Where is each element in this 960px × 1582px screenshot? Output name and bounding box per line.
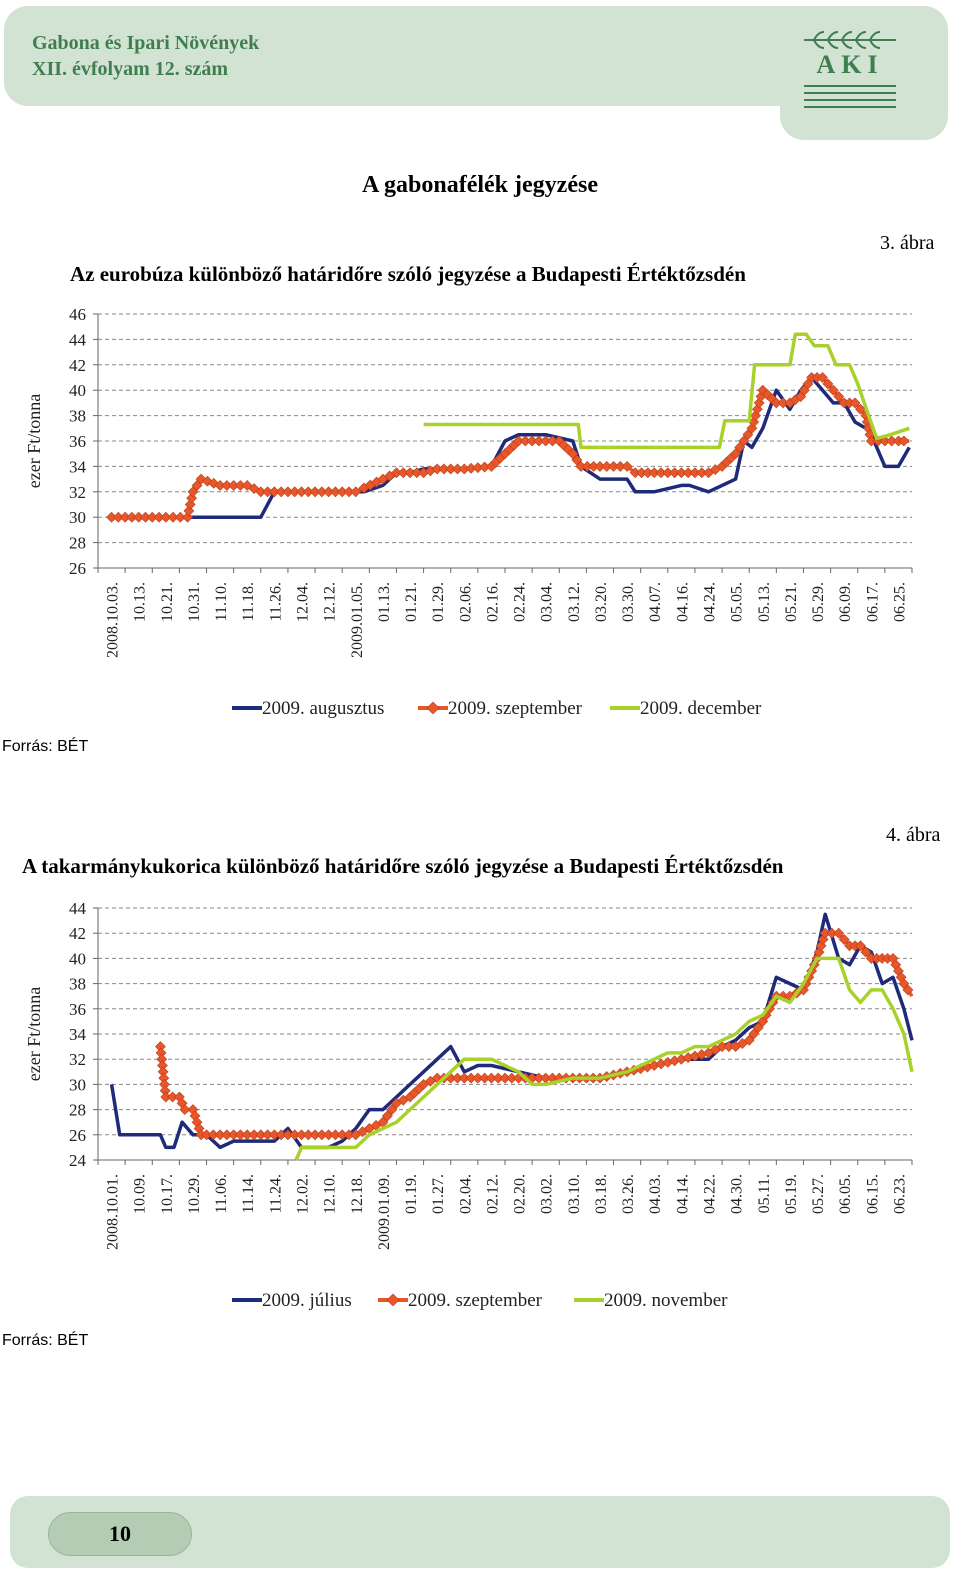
- x-tick-label: 11.18.: [240, 582, 258, 622]
- y-tick-label: 24: [69, 1151, 86, 1170]
- x-tick-label: 03.02.: [538, 1174, 556, 1214]
- legend-label: 2009. december: [640, 698, 762, 719]
- x-tick-label: 01.13.: [375, 582, 393, 622]
- x-tick-label: 12.18.: [348, 1174, 366, 1214]
- x-tick-label: 05.11.: [755, 1174, 773, 1214]
- x-tick-label: 2008.10.03.: [104, 582, 122, 658]
- x-tick-label: 03.18.: [592, 1174, 610, 1214]
- y-tick-label: 28: [69, 533, 86, 553]
- x-tick-label: 10.21.: [158, 582, 176, 622]
- x-tick-label: 12.10.: [321, 1174, 339, 1214]
- y-tick-label: 46: [69, 305, 86, 324]
- y-tick-label: 34: [69, 457, 86, 477]
- y-tick-label: 38: [69, 406, 86, 426]
- book-lines-icon: [800, 82, 900, 112]
- x-tick-label: 2009.01.09.: [375, 1174, 393, 1250]
- x-tick-label: 02.04.: [457, 1174, 475, 1214]
- x-tick-label: 11.26.: [267, 582, 285, 622]
- figure4-number: 4. ábra: [886, 824, 941, 846]
- y-tick-label: 34: [69, 1025, 86, 1044]
- figure3-source: Forrás: BÉT: [2, 738, 89, 755]
- y-axis-label: ezer Ft/tonna: [24, 986, 44, 1082]
- y-tick-label: 32: [69, 1050, 86, 1070]
- x-tick-label: 03.04.: [538, 582, 556, 622]
- series-marker: [899, 436, 909, 446]
- x-tick-label: 04.03.: [647, 1174, 665, 1214]
- y-tick-label: 38: [69, 974, 86, 994]
- x-tick-label: 12.02.: [294, 1174, 312, 1214]
- chart-takarmanykukorica: [0, 884, 960, 1344]
- x-tick-label: 02.16.: [484, 582, 502, 622]
- x-tick-label: 05.29.: [810, 582, 828, 622]
- journal-title: [32, 30, 259, 82]
- x-tick-label: 02.12.: [484, 1174, 502, 1214]
- x-tick-label: 01.27.: [430, 1174, 448, 1214]
- series-line-0: [112, 914, 912, 1147]
- legend-marker: [427, 702, 439, 714]
- legend-label: 2009. augusztus: [262, 698, 385, 719]
- legend-label: 2009. szeptember: [448, 698, 583, 719]
- x-tick-label: 01.21.: [403, 582, 421, 622]
- y-tick-label: 36: [69, 432, 86, 451]
- x-tick-label: 10.09.: [131, 1174, 149, 1214]
- y-tick-label: 30: [69, 508, 86, 528]
- y-tick-label: 26: [69, 559, 86, 578]
- x-tick-label: 06.09.: [837, 582, 855, 622]
- y-tick-label: 40: [69, 949, 86, 969]
- x-tick-label: 04.07.: [647, 582, 665, 622]
- y-tick-label: 40: [69, 381, 86, 401]
- legend-label: 2009. szeptember: [408, 1290, 543, 1311]
- x-tick-label: 11.14.: [240, 1174, 258, 1214]
- x-tick-label: 05.13.: [755, 582, 773, 622]
- y-tick-label: 42: [69, 924, 86, 944]
- x-tick-label: 06.17.: [864, 582, 882, 622]
- y-axis-label: ezer Ft/tonna: [24, 393, 44, 489]
- x-tick-label: 02.06.: [457, 582, 475, 622]
- figure3-title: Az eurobúza különböző határidőre szóló jegyzése a Budapesti Értéktőzsdén: [70, 262, 746, 286]
- y-tick-label: 36: [69, 999, 86, 1019]
- y-tick-label: 44: [69, 899, 86, 918]
- x-tick-label: 06.25.: [891, 582, 909, 622]
- wheat-icon: [800, 28, 900, 52]
- legend-label: 2009. július: [262, 1290, 352, 1311]
- y-tick-label: 30: [69, 1075, 86, 1095]
- x-tick-label: 06.23.: [891, 1174, 909, 1214]
- figure3-number: 3. ábra: [880, 232, 935, 254]
- page-number-box: [48, 1512, 192, 1556]
- x-tick-label: 10.17.: [158, 1174, 176, 1214]
- x-tick-label: 05.21.: [782, 582, 800, 622]
- x-tick-label: 11.06.: [213, 1174, 231, 1214]
- figure4-title: A takarmánykukorica különböző határidőre szóló jegyzése a Budapesti Értéktőzsdén: [22, 854, 784, 878]
- x-tick-label: 03.10.: [565, 1174, 583, 1214]
- x-tick-label: 03.30.: [620, 582, 638, 622]
- x-tick-label: 04.24.: [701, 582, 719, 622]
- x-tick-label: 10.13.: [131, 582, 149, 622]
- x-tick-label: 04.22.: [701, 1174, 719, 1214]
- x-tick-label: 04.14.: [674, 1174, 692, 1214]
- logo-text: AKI: [816, 50, 884, 79]
- figure4-source: Forrás: BÉT: [2, 1332, 89, 1349]
- x-tick-label: 01.29.: [430, 582, 448, 622]
- x-tick-label: 11.10.: [213, 582, 231, 622]
- y-tick-label: 26: [69, 1125, 86, 1145]
- section-title: A gabonafélék jegyzése: [362, 172, 598, 198]
- x-tick-label: 02.20.: [511, 1174, 529, 1214]
- page-number: 10: [109, 1521, 131, 1546]
- legend-label: 2009. november: [604, 1290, 728, 1311]
- x-tick-label: 03.20.: [592, 582, 610, 622]
- journal-line-1: Gabona és Ipari Növények: [32, 32, 260, 54]
- x-tick-label: 10.31.: [185, 582, 203, 622]
- x-tick-label: 05.05.: [728, 582, 746, 622]
- y-tick-label: 28: [69, 1100, 86, 1120]
- x-tick-label: 03.26.: [620, 1174, 638, 1214]
- x-tick-label: 12.04.: [294, 582, 312, 622]
- x-tick-label: 11.24.: [267, 1174, 285, 1214]
- y-tick-label: 44: [69, 330, 86, 350]
- y-tick-label: 32: [69, 482, 86, 502]
- chart-eurobuza: [0, 290, 960, 760]
- x-tick-label: 05.27.: [810, 1174, 828, 1214]
- journal-line-2: XII. évfolyam 12. szám: [32, 58, 229, 80]
- x-tick-label: 01.19.: [403, 1174, 421, 1214]
- y-tick-label: 42: [69, 355, 86, 375]
- x-tick-label: 04.30.: [728, 1174, 746, 1214]
- x-tick-label: 04.16.: [674, 582, 692, 622]
- x-tick-label: 10.29.: [185, 1174, 203, 1214]
- x-tick-label: 06.15.: [864, 1174, 882, 1214]
- x-tick-label: 02.24.: [511, 582, 529, 622]
- x-tick-label: 05.19.: [782, 1174, 800, 1214]
- x-tick-label: 03.12.: [565, 582, 583, 622]
- x-tick-label: 2009.01.05.: [348, 582, 366, 658]
- aki-logo: [800, 28, 900, 112]
- legend-marker: [387, 1294, 399, 1306]
- x-tick-label: 12.12.: [321, 582, 339, 622]
- x-tick-label: 2008.10.01.: [104, 1174, 122, 1250]
- x-tick-label: 06.05.: [837, 1174, 855, 1214]
